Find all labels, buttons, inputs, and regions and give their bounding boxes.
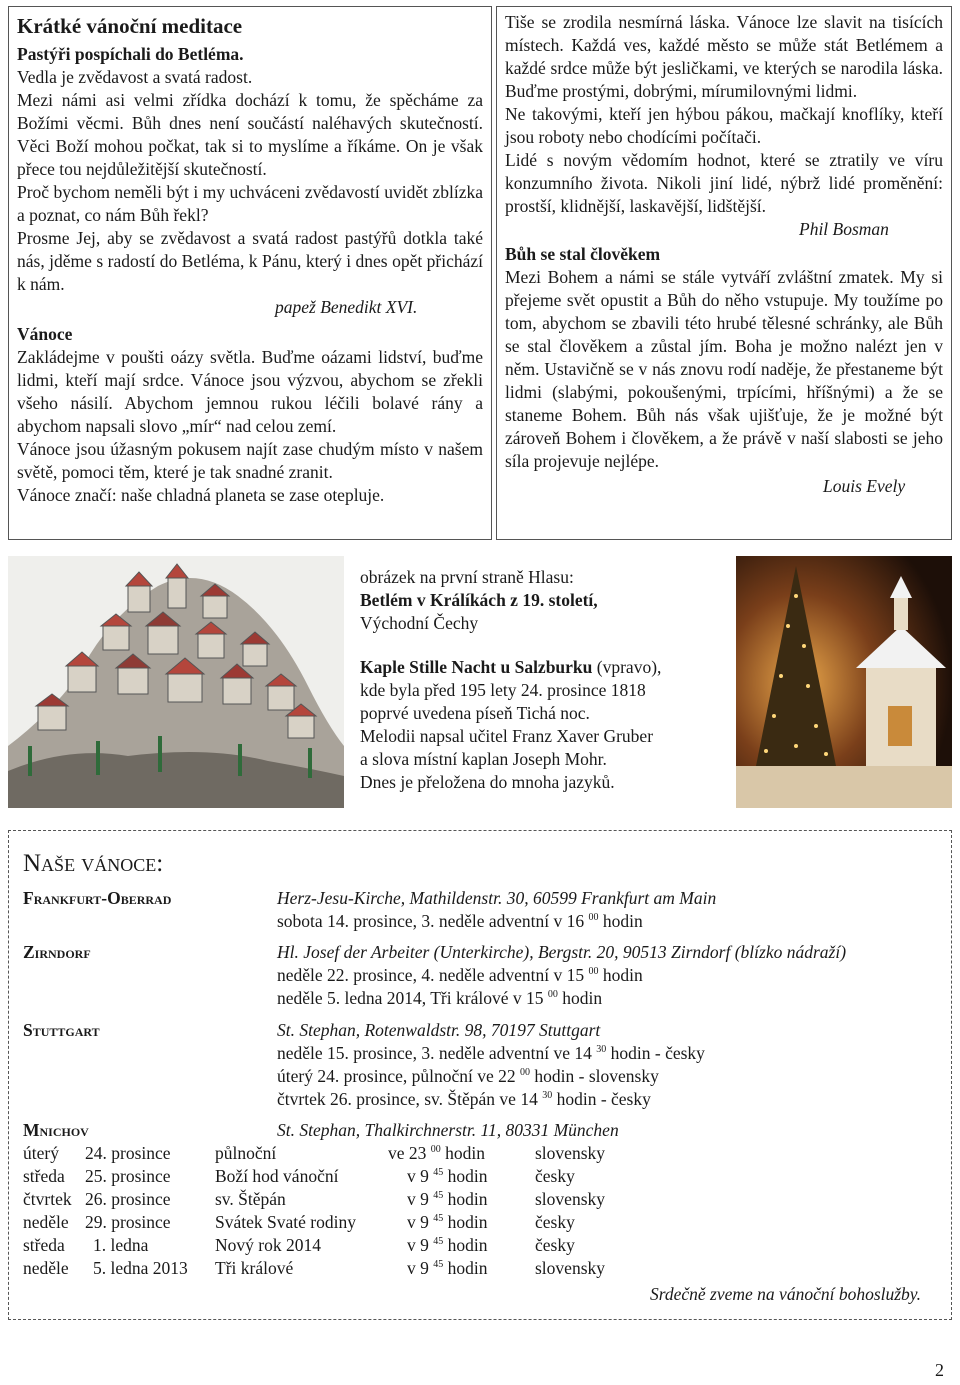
service-unit: hodin - česky	[606, 1043, 705, 1063]
kaple-image	[736, 556, 952, 808]
cell-date: 26. prosince	[85, 1189, 171, 1209]
services-title: Naše vánoce:	[23, 850, 164, 877]
cell-time-unit: hodin	[447, 1235, 488, 1255]
cell-date: 29. prosince	[85, 1212, 171, 1232]
cell-time-hour: v 9	[407, 1189, 429, 1209]
signature-bosman: Phil Bosman	[799, 219, 889, 239]
cell-lang: slovensky	[535, 1258, 605, 1278]
city-frankfurt: Frankfurt-Oberrad	[23, 888, 172, 908]
cell-time	[407, 1211, 488, 1234]
service-line	[277, 1088, 651, 1111]
service-minutes: 30	[542, 1090, 553, 1101]
paragraph: Vedla je zvědavost a svatá radost.	[17, 67, 253, 87]
table-row	[23, 1165, 923, 1188]
caption-line	[360, 656, 730, 679]
service-unit: hodin	[598, 911, 643, 931]
signature-benedikt: papež Benedikt XVI.	[275, 297, 418, 317]
service-text: neděle 15. prosince, 3. neděle adventní ve 14	[277, 1043, 592, 1063]
cell-event: Nový rok 2014	[215, 1235, 321, 1255]
service-minutes: 30	[596, 1044, 607, 1055]
cell-time-hour: v 9	[407, 1235, 429, 1255]
cell-time-minutes: 45	[433, 1190, 444, 1201]
table-row	[23, 1211, 923, 1234]
service-line	[277, 910, 643, 933]
cell-time-minutes: 45	[433, 1213, 444, 1224]
table-row	[23, 1234, 923, 1257]
cell-date: 1. ledna	[93, 1235, 149, 1255]
cell-time-unit: hodin	[447, 1212, 488, 1232]
caption-line: Betlém v Králíkách z 19. století,	[360, 590, 598, 610]
caption-kaple	[360, 656, 730, 794]
cell-date: 24. prosince	[85, 1143, 171, 1163]
mnichov-table	[23, 1142, 923, 1280]
service-line	[277, 964, 643, 987]
caption-line: poprvé uvedena píseň Tichá noc.	[360, 703, 590, 723]
service-unit: hodin - slovensky	[530, 1066, 659, 1086]
caption-line: Melodii napsal učitel Franz Xaver Gruber	[360, 726, 654, 746]
caption-line: kde byla před 195 lety 24. prosince 1818	[360, 680, 646, 700]
cell-event: Boží hod vánoční	[215, 1166, 339, 1186]
services-box	[8, 830, 952, 1320]
paragraph: Vánoce značí: naše chladná planeta se zase otepluje.	[17, 485, 385, 505]
cell-time-unit: hodin	[445, 1143, 486, 1163]
service-unit: hodin	[598, 965, 643, 985]
cell-time-minutes: 45	[433, 1167, 444, 1178]
paragraph: Ne takovými, kteří jen hýbou pákou, mačkají knoflíky, kteří jsou roboty nebo chodícími počítači.	[505, 104, 943, 147]
cell-time-unit: hodin	[447, 1166, 488, 1186]
cell-day: neděle	[23, 1212, 69, 1232]
cell-time-hour: v 9	[407, 1166, 429, 1186]
service-minutes: 00	[588, 966, 599, 977]
paragraph: Prosme Jej, aby se zvědavost a svatá radost pastýřů dotkla také nás, jděme s radostí do Betléma, k Pánu, který i dnes opět přichází k nám.	[17, 228, 483, 294]
cell-lang: česky	[535, 1166, 575, 1186]
meditace-box	[8, 6, 492, 540]
service-minutes: 00	[520, 1067, 531, 1078]
paragraph: Mezi námi asi velmi zřídka dochází k tomu, že spěcháme za Božími věcmi. Bůh dnes není součástí naléhavých skutečností. Věci Boží mohou počkat, tak si to myslíme a říkáme. On je však přece tou nejdůležitější skutečností.	[17, 90, 483, 179]
service-line	[277, 1042, 705, 1065]
cell-time	[407, 1234, 488, 1257]
right-meditace-box	[496, 6, 952, 540]
caption-bold: Kaple Stille Nacht u Salzburku	[360, 657, 593, 677]
caption-line: a slova místní kaplan Joseph Mohr.	[360, 749, 607, 769]
paragraph: Tiše se zrodila nesmírná láska. Vánoce lze slavit na tisících místech. Každá ves, každé město se může stát Betlémem a každé srdce může být jesličkami, ve kterých se narodila láska. Buďme prostými, dobrými, mírumilovnými lidmi.	[505, 12, 943, 101]
cell-event: sv. Štěpán	[215, 1189, 286, 1209]
cell-time	[407, 1165, 488, 1188]
cell-event: Svátek Svaté rodiny	[215, 1212, 356, 1232]
cell-lang: česky	[535, 1212, 575, 1232]
service-line	[277, 987, 602, 1010]
caption-line: obrázek na první straně Hlasu:	[360, 567, 574, 587]
heading-vanoce: Vánoce	[17, 324, 73, 344]
caption-betlem	[360, 566, 720, 635]
cell-lang: česky	[535, 1235, 575, 1255]
heading-pastyri: Pastýři pospíchali do Betléma.	[17, 44, 244, 64]
service-unit: hodin - česky	[552, 1089, 651, 1109]
cell-time-unit: hodin	[447, 1258, 488, 1278]
table-row	[23, 1257, 923, 1280]
cell-lang: slovensky	[535, 1143, 605, 1163]
church-zirndorf: Hl. Josef der Arbeiter (Unterkirche), Bergstr. 20, 90513 Zirndorf (blízko nádraží)	[277, 942, 847, 962]
closing-invitation: Srdečně zveme na vánoční bohoslužby.	[649, 1284, 921, 1304]
cell-time	[407, 1257, 488, 1280]
cell-date: 25. prosince	[85, 1166, 171, 1186]
page-number: 2	[935, 1360, 944, 1380]
city-zirndorf: Zirndorf	[23, 942, 91, 962]
cell-time-minutes: 45	[433, 1236, 444, 1247]
paragraph: Mezi Bohem a námi se stále vytváří zvláštní zmatek. My si přejeme svět opustit a Bůh do něho vstupuje. My toužíme po tom, abychom se zbavili této hrubé tělesné schránky, ale Bůh se stal člověkem a zůstal jím. Boha je možno nalézt jen v něm. Ustavičně se v nás znovu rodí naděje, že přestaneme být lidmi (slabými, pokoušenými, trpícími, hříšnými) a že se staneme Bohem. Bůh nás však ujišťuje, že je možné být zároveň Bohem i člověkem, a že právě v naší slabosti se jeho síla projevuje nejlépe.	[505, 267, 943, 471]
paragraph: Lidé s novým vědomím hodnot, které se ztratily ve víru konzumního života. Nikoli jiní lidé, nýbrž lidé proměnění: prostší, klidnější, laskavější, lidštější.	[505, 150, 943, 216]
cell-time-hour: ve 23	[388, 1143, 427, 1163]
cell-day: středa	[23, 1235, 65, 1255]
signature-evely: Louis Evely	[823, 476, 906, 496]
service-text: úterý 24. prosince, půlnoční ve 22	[277, 1066, 516, 1086]
service-text: sobota 14. prosince, 3. neděle adventní v 16	[277, 911, 585, 931]
cell-date: 5. ledna 2013	[93, 1258, 188, 1278]
paragraph: Vánoce jsou úžasným pokusem najít zase chudým místo v našem světě, pomoci těm, které je tak snadné zranit.	[17, 439, 483, 482]
caption-line: Dnes je přeložena do mnoha jazyků.	[360, 772, 615, 792]
service-unit: hodin	[557, 988, 603, 1008]
heading-buh-se-stal: Bůh se stal člověkem	[505, 244, 661, 264]
cell-day: čtvrtek	[23, 1189, 72, 1209]
caption-rest: (vpravo),	[592, 657, 662, 677]
service-text: neděle 5. ledna 2014, Tři králové v 15	[277, 988, 544, 1008]
betlem-image	[8, 556, 344, 808]
cell-day: středa	[23, 1166, 65, 1186]
service-minutes: 00	[547, 989, 558, 1000]
table-row	[23, 1142, 923, 1165]
cell-time-hour: v 9	[407, 1212, 429, 1232]
paragraph: Zakládejme v poušti oázy světla. Buďme oázami lidství, buďme lidmi, kteří mají srdce. Vánoce jsou výzvou, abychom se zřekli všeho násilí. Abychom jemnou rukou léčili bolavé rány a abychom napsali slovo „mír“ nad celou zemí.	[17, 347, 483, 436]
cell-time	[388, 1142, 485, 1165]
cell-day: úterý	[23, 1143, 59, 1163]
city-mnichov: Mnichov	[23, 1120, 89, 1140]
church-stuttgart: St. Stephan, Rotenwaldstr. 98, 70197 Stuttgart	[277, 1020, 601, 1040]
cell-day: neděle	[23, 1258, 69, 1278]
city-stuttgart: Stuttgart	[23, 1020, 100, 1040]
cell-event: Tři králové	[215, 1258, 294, 1278]
church-mnichov: St. Stephan, Thalkirchnerstr. 11, 80331 München	[277, 1120, 619, 1140]
paragraph: Proč bychom neměli být i my uchváceni zvědavostí uvidět zblízka a poznat, co nám Bůh řekl?	[17, 182, 483, 225]
service-text: neděle 22. prosince, 4. neděle adventní v 15	[277, 965, 585, 985]
caption-line: Východní Čechy	[360, 613, 479, 633]
church-frankfurt: Herz-Jesu-Kirche, Mathildenstr. 30, 60599 Frankfurt am Main	[277, 888, 717, 908]
cell-time-minutes: 00	[430, 1144, 441, 1155]
cell-event: půlnoční	[215, 1143, 277, 1163]
table-row	[23, 1188, 923, 1211]
service-text: čtvrtek 26. prosince, sv. Štěpán ve 14	[277, 1089, 538, 1109]
cell-time-hour: v 9	[407, 1258, 429, 1278]
cell-time	[407, 1188, 488, 1211]
service-line	[277, 1065, 659, 1088]
cell-lang: slovensky	[535, 1189, 605, 1209]
meditace-title: Krátké vánoční meditace	[17, 14, 243, 38]
cell-time-minutes: 45	[433, 1259, 444, 1270]
cell-time-unit: hodin	[447, 1189, 488, 1209]
service-minutes: 00	[588, 912, 599, 923]
